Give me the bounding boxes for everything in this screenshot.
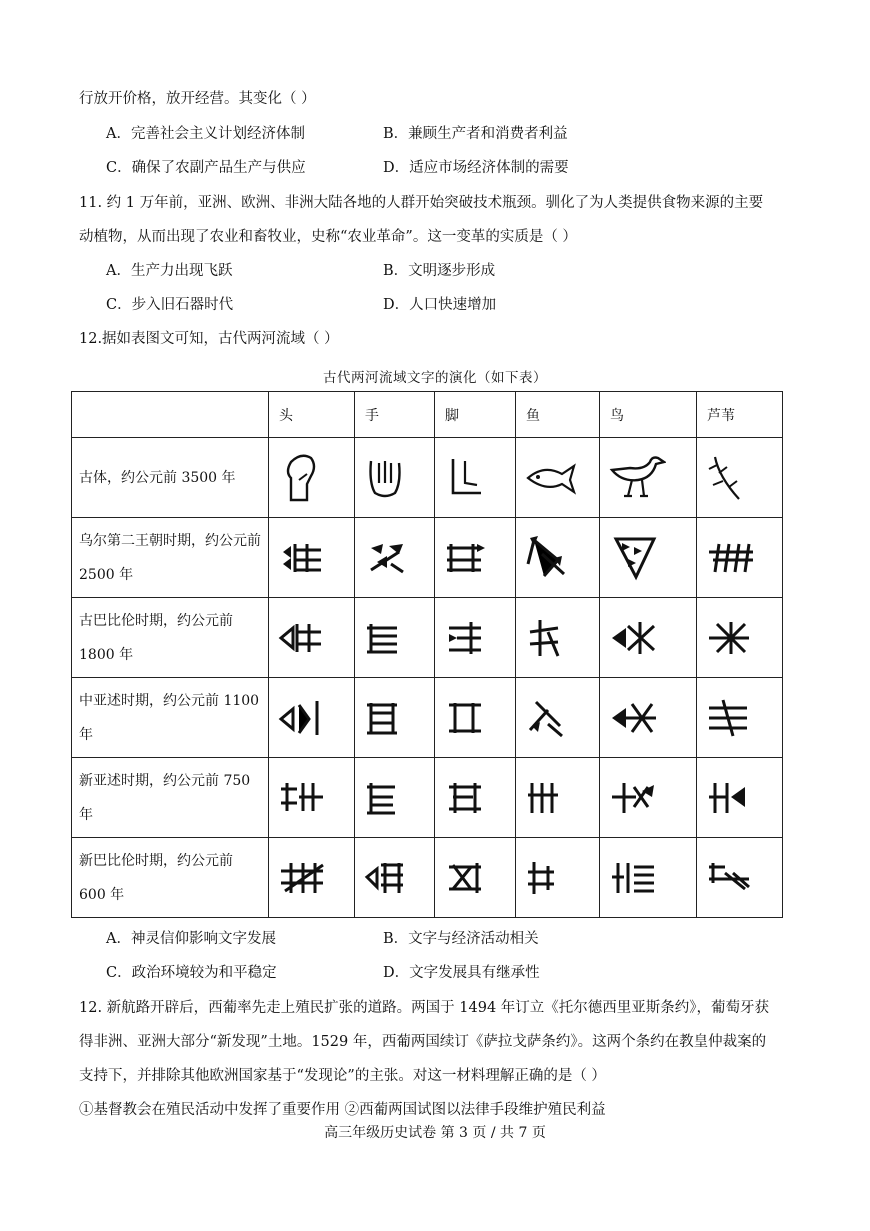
cuneiform-reed-ur [697, 518, 783, 598]
cuneiform-head-oldbab [269, 598, 355, 678]
cuneiform-fish-ur [516, 518, 600, 598]
q12b-stem-line1: 12. 新航路开辟后，西葡率先走上殖民扩张的道路。两国于 1494 年订立《托尔德西里亚斯条约》，葡萄牙获 [79, 1000, 770, 1016]
q11-option-b: B．文明逐步形成 [383, 263, 496, 279]
cuneiform-reed-neobab [697, 838, 783, 918]
table-row [72, 438, 783, 518]
q12-option-d: D．文字发展具有继承性 [383, 965, 540, 981]
cuneiform-foot-neoassyr [435, 758, 516, 838]
cuneiform-bird-neoassyr [600, 758, 697, 838]
header-head: 头 [269, 392, 355, 438]
cuneiform-head-neoassyr [269, 758, 355, 838]
period-label: 新巴比伦时期，约公元前 600 年 [72, 838, 269, 918]
pictograph-bird-archaic [600, 438, 697, 518]
header-fish: 鱼 [516, 392, 600, 438]
cuneiform-hand-neobab [355, 838, 435, 918]
q11-stem-line2: 动植物，从而出现了农业和畜牧业，史称“农业革命”。这一变革的实质是（ ） [79, 229, 577, 245]
cuneiform-bird-oldbab [600, 598, 697, 678]
period-label: 新亚述时期，约公元前 750 年 [72, 758, 269, 838]
q12-option-c: C．政治环境较为和平稳定 [106, 965, 277, 981]
table-row [72, 678, 783, 758]
table-row [72, 758, 783, 838]
cuneiform-fish-oldbab [516, 598, 600, 678]
q11-option-a: A．生产力出现飞跃 [106, 263, 233, 279]
cuneiform-hand-ur [355, 518, 435, 598]
q12-option-b: B．文字与经济活动相关 [383, 931, 539, 947]
q12-stem: 12.据如表图文可知，古代两河流域（ ） [79, 331, 339, 347]
pictograph-reed-archaic [697, 438, 783, 518]
cuneiform-hand-oldbab [355, 598, 435, 678]
period-label: 古体，约公元前 3500 年 [72, 438, 269, 518]
cuneiform-bird-ur [600, 518, 697, 598]
cuneiform-reed-oldbab [697, 598, 783, 678]
cuneiform-reed-midassyr [697, 678, 783, 758]
q12b-statements: ①基督教会在殖民活动中发挥了重要作用 ②西葡两国试图以法律手段维护殖民利益 [79, 1102, 606, 1118]
period-label: 乌尔第二王朝时期，约公元前 2500 年 [72, 518, 269, 598]
pictograph-hand-archaic [355, 438, 435, 518]
cuneiform-head-midassyr [269, 678, 355, 758]
q12b-stem-line2: 得非洲、亚洲大部分“新发现”土地。1529 年，西葡两国续订《萨拉戈萨条约》。这两个条约在教皇仲裁案的 [79, 1034, 767, 1050]
cuneiform-bird-midassyr [600, 678, 697, 758]
pictograph-foot-archaic [435, 438, 516, 518]
header-reed: 芦苇 [697, 392, 783, 438]
period-label: 中亚述时期，约公元前 1100 年 [72, 678, 269, 758]
cuneiform-foot-oldbab [435, 598, 516, 678]
q11-stem-line1: 11. 约 1 万年前，亚洲、欧洲、非洲大陆各地的人群开始突破技术瓶颈。驯化了为人类提供食物来源的主要 [79, 195, 764, 211]
header-blank [72, 392, 269, 438]
header-foot: 脚 [435, 392, 516, 438]
period-label: 古巴比伦时期，约公元前 1800 年 [72, 598, 269, 678]
table-caption: 古代两河流域文字的演化（如下表） [323, 370, 547, 386]
table-row [72, 838, 783, 918]
cuneiform-fish-neobab [516, 838, 600, 918]
cuneiform-foot-ur [435, 518, 516, 598]
q12b-stem-line3: 支持下，并排除其他欧洲国家基于“发现论”的主张。对这一材料理解正确的是（ ） [79, 1068, 606, 1084]
pictograph-head-archaic [269, 438, 355, 518]
q10-option-b: B．兼顾生产者和消费者利益 [383, 126, 568, 142]
q10-option-a: A．完善社会主义计划经济体制 [106, 126, 305, 142]
cuneiform-head-ur [269, 518, 355, 598]
table-row [72, 518, 783, 598]
script-evolution-table [71, 391, 783, 918]
cuneiform-fish-neoassyr [516, 758, 600, 838]
cuneiform-bird-neobab [600, 838, 697, 918]
cuneiform-hand-midassyr [355, 678, 435, 758]
table-row [72, 598, 783, 678]
cuneiform-fish-midassyr [516, 678, 600, 758]
page-footer: 高三年级历史试卷 第 3 页 / 共 7 页 [324, 1125, 546, 1141]
pictograph-fish-archaic [516, 438, 600, 518]
q11-option-d: D．人口快速增加 [383, 297, 497, 313]
q11-option-c: C．步入旧石器时代 [106, 297, 234, 313]
cuneiform-foot-midassyr [435, 678, 516, 758]
q10-option-d: D．适应市场经济体制的需要 [383, 160, 569, 176]
table-header-row [72, 392, 783, 438]
q10-stem-tail: 行放开价格，放开经营。其变化（ ） [79, 91, 316, 107]
cuneiform-head-neobab [269, 838, 355, 918]
cuneiform-hand-neoassyr [355, 758, 435, 838]
cuneiform-reed-neoassyr [697, 758, 783, 838]
cuneiform-foot-neobab [435, 838, 516, 918]
header-bird: 鸟 [600, 392, 697, 438]
q10-option-c: C．确保了农副产品生产与供应 [106, 160, 306, 176]
header-hand: 手 [355, 392, 435, 438]
q12-option-a: A．神灵信仰影响文字发展 [106, 931, 276, 947]
